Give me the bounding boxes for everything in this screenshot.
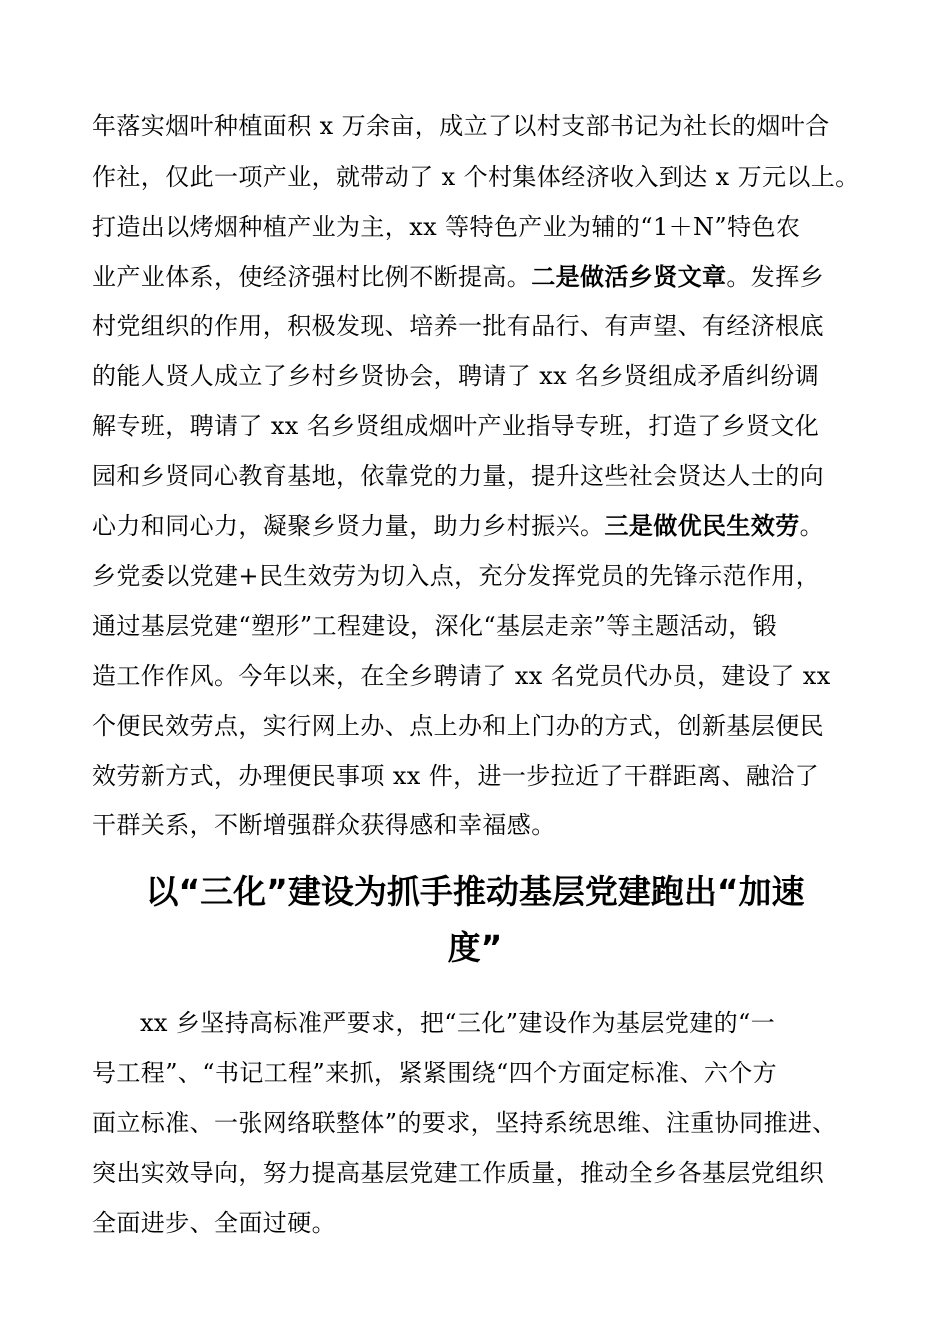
- section-title-line-1: 以“三化”建设为抓手推动基层党建跑出“加速: [145, 872, 805, 911]
- paragraph-line: 突出实效导向，努力提高基层党建工作质量，推动全乡各基层党组织: [92, 1159, 824, 1187]
- paragraph-line: 通过基层党建“塑形”工程建设，深化“基层走亲”等主题活动，锻: [92, 612, 778, 640]
- paragraph-line: 乡党委以党建+民生效劳为切入点，充分发挥党员的先锋示范作用，: [92, 562, 821, 590]
- paragraph-line: 年落实烟叶种植面积 x 万余亩，成立了以村支部书记为社长的烟叶合: [92, 112, 830, 140]
- section-title-line-2: 度”: [447, 928, 503, 967]
- paragraph-line: 的能人贤人成立了乡村乡贤协会，聘请了 xx 名乡贤组成矛盾纠纷调: [92, 362, 820, 390]
- paragraph-line: 解专班，聘请了 xx 名乡贤组成烟叶产业指导专班，打造了乡贤文化: [92, 412, 820, 440]
- paragraph-line: 干群关系，不断增强群众获得感和幸福感。: [92, 811, 556, 839]
- line-text-before: 心力和同心力，凝聚乡贤力量，助力乡村振兴。: [92, 512, 605, 540]
- paragraph-line: 效劳新方式，办理便民事项 xx 件，进一步拉近了干群距离、融洽了: [92, 762, 820, 790]
- paragraph-line: 园和乡贤同心教育基地，依靠党的力量，提升这些社会贤达人士的向: [92, 462, 824, 490]
- paragraph-line: 打造出以烤烟种植产业为主，xx 等特色产业为辅的“1＋N”特色农: [92, 213, 801, 241]
- line-text-before: 业产业体系，使经济强村比例不断提高。: [92, 263, 532, 291]
- paragraph-line-indented: xx 乡坚持高标准严要求，把“三化”建设作为基层党建的“一: [140, 1009, 776, 1037]
- emphasis-heading-two: 二是做活乡贤文章: [531, 263, 727, 291]
- paragraph-line: 村党组织的作用，积极发现、培养一批有品行、有声望、有经济根底: [92, 312, 824, 340]
- paragraph-line: 造工作作风。今年以来，在全乡聘请了 xx 名党员代办员，建设了 xx: [92, 662, 831, 690]
- line-text-after: 。发挥乡: [726, 263, 825, 291]
- paragraph-line-with-emphasis: [92, 511, 824, 541]
- line-text-after: 。: [799, 512, 825, 540]
- paragraph-line: 面立标准、一张网络联整体”的要求，坚持系统思维、注重协同推进、: [92, 1109, 837, 1137]
- paragraph-line: 个便民效劳点，实行网上办、点上办和上门办的方式，创新基层便民: [92, 712, 824, 740]
- paragraph-line: 号工程”、“书记工程”来抓，紧紧围绕“四个方面定标准、六个方: [92, 1059, 778, 1087]
- emphasis-heading-three: 三是做优民生效劳: [604, 512, 800, 540]
- paragraph-line-with-emphasis: [92, 262, 824, 292]
- paragraph-line: 全面进步、全面过硬。: [92, 1209, 336, 1237]
- paragraph-line: 作社，仅此一项产业，就带动了 x 个村集体经济收入到达 x 万元以上。: [92, 163, 860, 191]
